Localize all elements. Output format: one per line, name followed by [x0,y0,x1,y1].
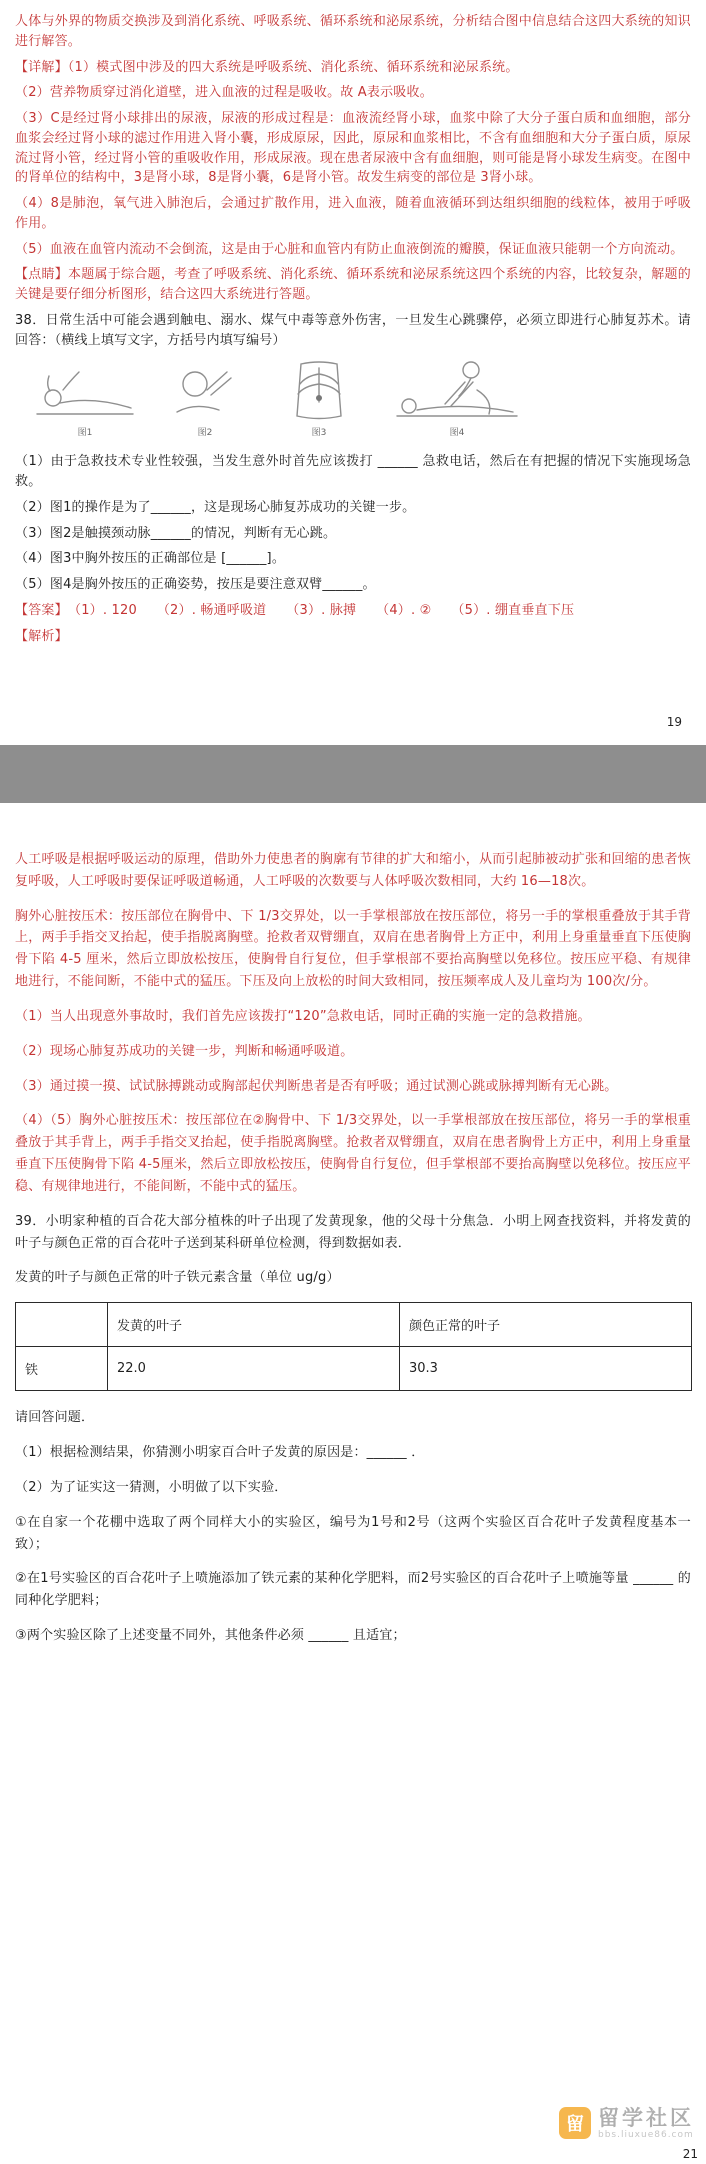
key-tips-paragraph: 【点睛】本题属于综合题，考查了呼吸系统、消化系统、循环系统和泌尿系统这四个系统的内容，比较复杂，解题的关键是要仔细分析图形，结合这四大系统进行答题。 [15,267,691,302]
table-header-normal: 颜色正常的叶子 [400,1303,692,1347]
page-number-19: 19 [666,715,682,729]
question-38-item-2: （2）图1的操作是为了______，这是现场心肺复苏成功的关键一步。 [15,499,416,515]
experiment-step-3: ③两个实验区除了上述变量不同外，其他条件必须 ______ 且适宜； [15,1628,406,1644]
figure-2-caption: 图2 [197,428,213,439]
cpr-figures-row [33,358,691,438]
watermark-title: 留学社区 [598,2105,694,2130]
question-38-item-4: （4）图3中胸外按压的正确部位是 [______]。 [15,551,286,567]
figure-4-caption: 图4 [449,428,465,439]
watermark-logo-icon: 留 [559,2107,591,2139]
analysis-label: 【解析】 [15,628,68,644]
compression-site-sketch-image [273,358,365,422]
page-gap [0,745,706,803]
question-38-item-3: （3）图2是触摸颈动脉______的情况，判断有无心跳。 [15,525,337,541]
table-header-yellow: 发黄的叶子 [108,1303,400,1347]
analysis-intro: 人体与外界的物质交换涉及到消化系统、呼吸系统、循环系统和泌尿系统，分析结合图中信息结合这四大系统的知识进行解答。 [15,14,691,49]
document-page-2 [0,803,706,2164]
watermark-text [598,2107,694,2140]
site-watermark [559,2107,694,2140]
figure-1-open-airway [33,358,137,438]
check-pulse-sketch-image [165,358,245,422]
detail-point-2: （2）营养物质穿过消化道壁，进入血液的过程是吸收。故 A表示吸收。 [15,85,433,101]
table-caption: 发黄的叶子与颜色正常的叶子铁元素含量（单位 ug/g） [15,1270,340,1286]
explain-point-2: （2）现场心肺复苏成功的关键一步，判断和畅通呼吸道。 [15,1043,354,1059]
detail-point-3: （3）C是经过肾小球排出的尿液，尿液的形成过程是：血液流经肾小球，血浆中除了大分子蛋白质和血细胞，部分血浆会经过肾小球的滤过作用进入肾小囊，形成原尿，因此，原尿和血浆相比，不含有血细胞和大分子蛋白质，原尿流过肾小管，经过肾小管的重吸收作用，形成尿液。现在患者尿液中含有血细胞，则可能是肾小球发生病变。在图中的肾单位的结构中，3是肾小球，8是肾小囊，6是肾小管。故发生病变的部位是 3肾小球。 [15,111,691,186]
figure-4-compression-posture [393,358,521,438]
question-39-item-2: （2）为了证实这一猜测，小明做了以下实验． [15,1479,288,1495]
figure-3-caption: 图3 [311,428,327,439]
explain-point-1: （1）当人出现意外事故时，我们首先应该拨打“120”急救电话，同时正确的实施一定的急救措施。 [15,1008,591,1024]
table-cell-element: 铁 [16,1347,108,1391]
table-header-blank [16,1303,108,1347]
table-cell-normal-value: 30.3 [400,1347,692,1391]
table-cell-yellow-value: 22.0 [108,1347,400,1391]
artificial-respiration-paragraph: 人工呼吸是根据呼吸运动的原理，借助外力使患者的胸廓有节律的扩大和缩小，从而引起肺被动扩张和回缩的患者恢复呼吸，人工呼吸时要保证呼吸道畅通，人工呼吸的次数要与人体呼吸次数相同，大约 16—18次。 [15,852,691,889]
table-row-iron [16,1347,692,1391]
detail-point-4: （4）8是肺泡，氧气进入肺泡后，会通过扩散作用，进入血液，随着血液循环到达组织细胞的线粒体，被用于呼吸作用。 [15,196,691,231]
document-page-1 [0,0,706,745]
open-airway-sketch-image [33,358,137,422]
answer-prompt: 请回答问题． [15,1410,95,1426]
explain-point-4-5: （4）（5）胸外心脏按压术：按压部位在②胸骨中、下 1/3交界处，以一手掌根部放在按压部位，将另一手的掌根重叠放于其手背上，两手手指交叉抬起，使手指脱离胸壁。抢救者双臂绷直，双肩在患者胸骨上方正中，利用上身重量垂直下压使胸骨下陷 4-5厘米，然后立即放松按压，使胸骨自行复位，但手掌根部不要抬高胸壁以免移位。按压应平稳、有规律地进行，不能间断，不能中式的猛压。 [15,1113,691,1194]
figure-1-caption: 图1 [77,428,93,439]
question-39: 39．小明家种植的百合花大部分植株的叶子出现了发黄现象，他的父母十分焦急．小明上网查找资料，并将发黄的叶子与颜色正常的百合花叶子送到某科研单位检测，得到数据如表． [15,1213,691,1251]
figure-3-compression-site [273,358,365,438]
figure-2-check-pulse [165,358,245,438]
explain-point-3: （3）通过摸一摸、试试脉搏跳动或胸部起伏判断患者是否有呼吸；通过试测心跳或脉搏判断有无心跳。 [15,1078,618,1094]
question-39-item-1: （1）根据检测结果，你猜测小明家百合叶子发黄的原因是：______ ． [15,1445,425,1461]
table-header-row [16,1303,692,1347]
question-38-item-1: （1）由于急救技术专业性较强，当发生意外时首先应该拨打 ______ 急救电话，然后在有把握的情况下实施现场急救。 [15,454,691,489]
question-38: 38．日常生活中可能会遇到触电、溺水、煤气中毒等意外伤害，一旦发生心跳骤停，必须立即进行心肺复苏术。请回答：（横线上填写文字，方括号内填写编号） [15,312,691,348]
chest-compression-paragraph: 胸外心脏按压术：按压部位在胸骨中、下 1/3交界处，以一手掌根部放在按压部位，将另一手的掌根重叠放于其手背上，两手手指交叉抬起，使手指脱离胸壁。抢救者双臂绷直，双肩在患者胸骨上方正中，利用上身重量垂直下压使胸骨下陷 4-5 厘米，然后立即放松按压，使胸骨自行复位，但手掌根部不要抬高胸壁以免移位。按压应平稳、有规律地进行，不能间断，不能中式的猛压。下压及向上放松的时间大致相同，按压频率成人及儿童均为 100次/分。 [15,908,691,990]
experiment-step-1: ①在自家一个花棚中选取了两个同样大小的实验区，编号为1号和2号（这两个实验区百合花叶子发黄程度基本一致）； [15,1514,691,1552]
experiment-step-2: ②在1号实验区的百合花叶子上喷施添加了铁元素的某种化学肥料，而2号实验区的百合花叶子上喷施等量 ______ 的同种化学肥料； [15,1571,691,1609]
detail-point-1: 【详解】（1）模式图中涉及的四大系统是呼吸系统、消化系统、循环系统和泌尿系统。 [15,59,519,75]
iron-content-table [15,1302,692,1391]
page-number-21: 21 [682,2147,698,2161]
detail-point-5: （5）血液在血管内流动不会倒流，这是由于心脏和血管内有防止血液倒流的瓣膜，保证血液只能朝一个方向流动。 [15,241,684,257]
question-38-item-5: （5）图4是胸外按压的正确姿势，按压是要注意双臂______。 [15,577,376,592]
watermark-url: bbs.liuxue86.com [598,2130,694,2140]
compression-posture-sketch-image [393,358,521,422]
answer-line: 【答案】 （1）. 120 （2）. 畅通呼吸道 （3）. 脉搏 （4）. ② （5）. 绷直垂直下压 [15,602,575,618]
